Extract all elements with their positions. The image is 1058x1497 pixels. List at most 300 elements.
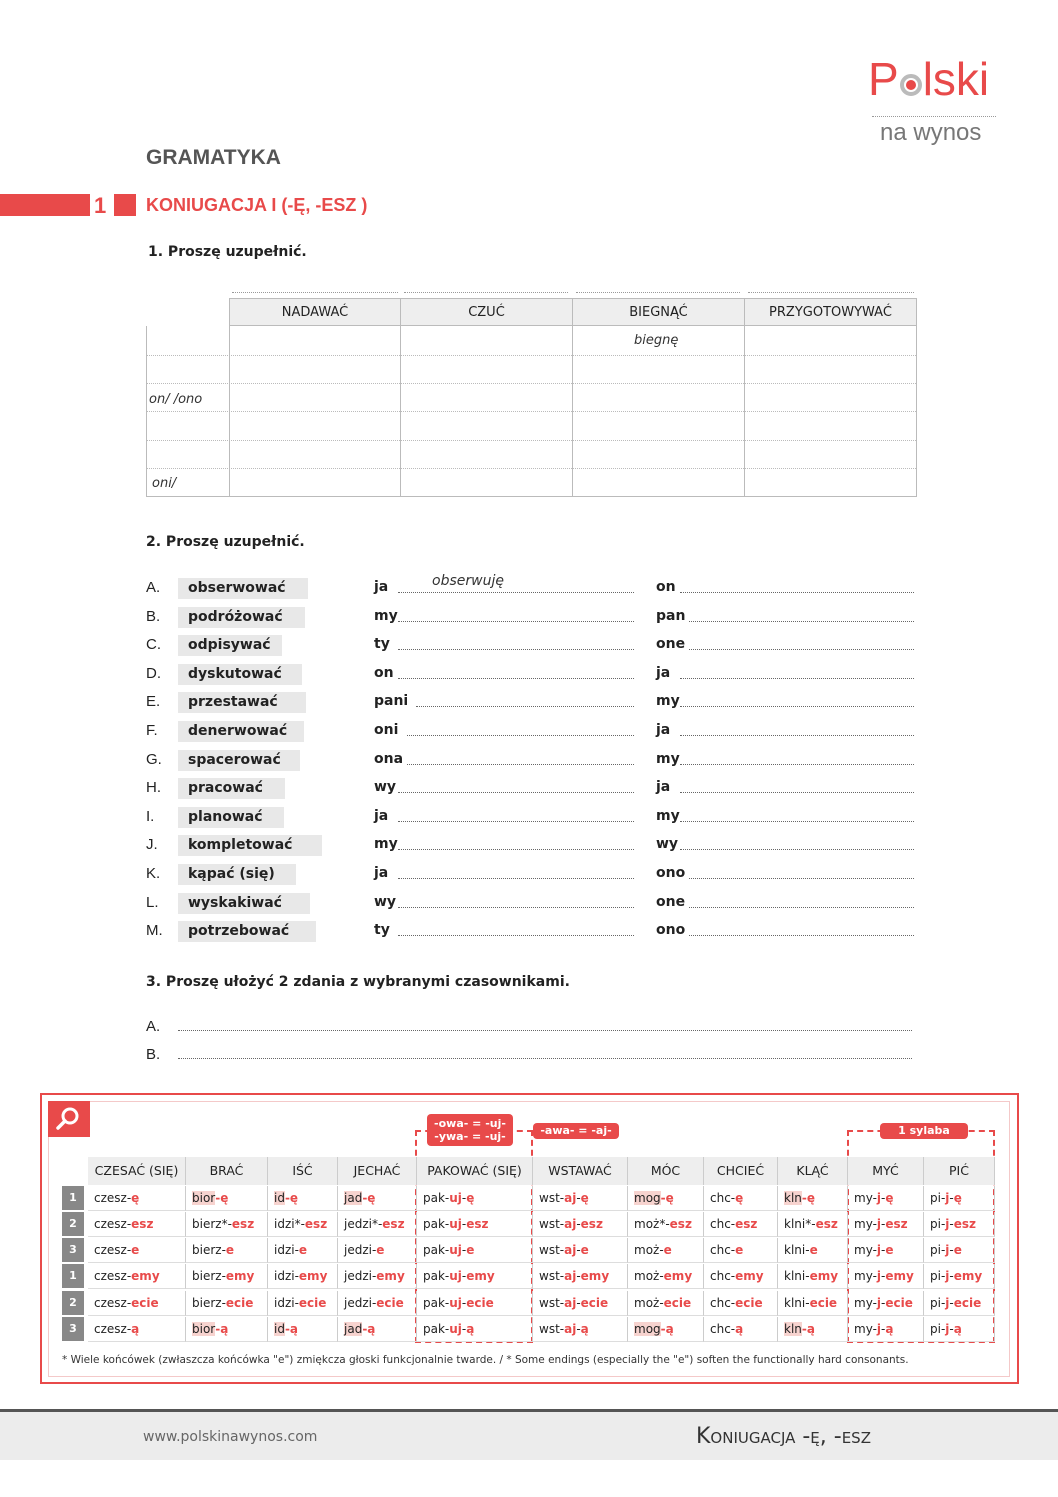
conjugation-ending: emy [953,1269,983,1283]
footer-title: Koniugacja -ę, -esz [696,1424,871,1449]
conjugation-stem: mog [634,1322,661,1336]
ex2-answer-line-2[interactable] [680,792,914,793]
conjugation-cell [848,1186,924,1211]
conjugation-ending: e [735,1243,744,1257]
conjugation-stem: pi-j- [930,1243,954,1257]
exercise-3-title: 3. Proszę ułożyć 2 zdania z wybranymi czasownikami. [146,974,570,990]
grammar-note-text: * Wiele końcówek (zwłaszcza końcówka "e") zmiękcza głoski funkcjonalnie twarde. / * Some endings (especially the "e") soften the functionally hard consonants. [62,1354,909,1366]
conjugation-stem: my-j- [854,1322,886,1336]
conjugation-cell [704,1186,778,1211]
conjugation-cell [628,1264,704,1289]
conjugation-cell [704,1238,778,1263]
ex2-verb: kompletować [178,835,322,856]
conjugation-stem: chc- [710,1217,736,1231]
conjugation-cell [338,1291,417,1316]
ex2-letter: A. [146,579,161,596]
conjugation-stem: chc- [710,1322,736,1336]
ex2-pronoun-1: oni [374,722,399,738]
conjugation-ending: ecie [131,1296,159,1310]
conjugation-cell [848,1238,924,1263]
conjugation-ending: ę [580,1191,589,1205]
conjugation-cell [778,1264,848,1289]
conjugation-cell [268,1264,338,1289]
conjugation-ending: emy [735,1269,764,1283]
conjugation-ending: e [225,1243,235,1257]
ex2-letter: B. [146,608,161,625]
ex2-verb: planować [178,807,284,828]
ex2-answer-line-1[interactable] [398,907,634,908]
conjugation-stem: idzi- [274,1296,299,1310]
conjugation-cell [533,1238,628,1263]
conjugation-ending: ecie [809,1296,838,1310]
conjugation-cell [338,1317,417,1342]
conjugation-ending: ą [735,1322,744,1336]
conjugation-cell [88,1238,186,1263]
conjugation-row-number: 3 [62,1317,84,1341]
table1-row-line [146,468,916,469]
conjugation-ending: ecie [225,1296,254,1310]
conjugation-ending: e [663,1243,672,1257]
ex2-answer-line-2[interactable] [680,706,914,707]
ex2-answer-line-2[interactable] [689,878,914,879]
conjugation-cell [628,1212,704,1237]
section-label: GRAMATYKA [146,146,281,169]
ex2-letter: K. [146,865,161,882]
conjugation-ending: emy [376,1269,405,1283]
conjugation-cell [88,1291,186,1316]
ex2-pronoun-2: wy [656,836,679,852]
logo [868,53,990,105]
conjugation-stem: wst-aj- [539,1217,581,1231]
conjugation-cell [778,1212,848,1237]
conjugation-cell [778,1291,848,1316]
conjugation-stem: pak-uj- [423,1269,467,1283]
conjugation-stem: pi-j- [930,1296,954,1310]
conjugation-stem: my-j- [854,1269,886,1283]
ex2-answer-line-1[interactable] [398,621,634,622]
conjugation-ending: ą [580,1322,589,1336]
conjugation-stem: wst-aj- [539,1191,581,1205]
logo-o-icon [900,74,922,96]
conjugation-stem: jedzi*- [344,1217,383,1231]
conjugation-stem: moż- [634,1269,664,1283]
section-number: 1 [94,193,107,218]
ex3-letter-b: B. [146,1046,161,1063]
ex2-answer-line-1[interactable] [416,706,634,707]
table1-col-przygotowywac: PRZYGOTOWYWAĆ [744,298,917,326]
conjugation-row-number: 2 [62,1212,84,1236]
ex2-answer-line-2[interactable] [689,935,914,936]
ex2-answer-line-1[interactable] [407,735,634,736]
conjugation-infix: j [945,1243,950,1257]
ex2-pronoun-1: ja [374,865,389,881]
conjugation-ending: esz [382,1217,405,1231]
ex2-letter: I. [146,808,155,825]
conjugation-cell [924,1264,995,1289]
conjugation-stem: my-j- [854,1296,886,1310]
ex2-answer-line-2[interactable] [680,764,914,765]
conjugation-ending: -ę [284,1191,299,1205]
conjugation-cell [417,1264,533,1289]
ex2-pronoun-2: my [656,808,680,824]
conjugation-col-header: KLĄĆ [778,1157,848,1185]
conjugation-stem: pi-j- [930,1269,954,1283]
ex2-pronoun-1: my [374,836,398,852]
ex2-answer-line-2[interactable] [680,821,914,822]
conjugation-ending: ecie [298,1296,327,1310]
ex2-letter: C. [146,636,161,653]
conjugation-col-header: CZESAĆ (SIĘ) [88,1157,186,1185]
ex2-answer-line-2[interactable] [689,907,914,908]
conjugation-stem: pak-uj- [423,1243,467,1257]
ex2-verb: spacerować [178,750,300,771]
conjugation-ending: esz [231,1217,255,1231]
ex2-answer-line-1[interactable] [398,592,634,593]
logo-divider [872,116,996,117]
conjugation-stem: klni*- [784,1217,816,1231]
conjugation-cell [88,1186,186,1211]
conjugation-infix: j [876,1296,882,1310]
conjugation-stem: czesz- [94,1322,132,1336]
ex3-answer-line-b[interactable] [178,1058,912,1059]
conjugation-stem: pak-uj- [423,1296,467,1310]
section-bar [0,194,90,216]
conjugation-cell [338,1264,417,1289]
logo-subtitle: na wynos [880,119,982,146]
header-dots-3 [576,292,740,293]
conjugation-stem: idzi- [274,1243,299,1257]
ex2-pronoun-1: wy [374,779,397,795]
conjugation-infix: aj [564,1296,577,1310]
conjugation-col-header: WSTAWAĆ [533,1157,628,1185]
header-dots-2 [404,292,568,293]
conjugation-stem: my-j- [854,1191,886,1205]
conjugation-stem: idzi- [274,1269,299,1283]
ex2-pronoun-1: ty [374,922,390,938]
conjugation-ending: e [466,1243,475,1257]
ex2-verb: obserwować [178,578,308,599]
conjugation-ending: ę [466,1191,475,1205]
conjugation-cell [533,1291,628,1316]
conjugation-cell [268,1291,338,1316]
conjugation-ending: -ą [362,1322,376,1336]
ex2-pronoun-2: ja [656,722,671,738]
table1-col-czuc: CZUĆ [400,298,573,326]
conjugation-cell [268,1317,338,1342]
conjugation-ending: esz [735,1217,758,1231]
conjugation-cell [88,1264,186,1289]
ex2-pronoun-2: pan [656,608,686,624]
conjugation-ending: emy [466,1269,495,1283]
table1-row-line [146,440,916,441]
ex2-answer-line-2[interactable] [680,849,914,850]
conjugation-ending: emy [885,1269,914,1283]
conjugation-col-header: CHCIEĆ [704,1157,778,1185]
conjugation-stem: my-j- [854,1243,886,1257]
ex2-answer-line-2[interactable] [689,649,914,650]
conjugation-stem: moż*- [634,1217,670,1231]
conjugation-ending: ecie [466,1296,494,1310]
conjugation-cell [338,1238,417,1263]
conjugation-infix: j [876,1243,882,1257]
conjugation-ending: -ę [660,1191,674,1205]
footer-url[interactable]: www.polskinawynos.com [143,1429,318,1445]
conjugation-infix: j [876,1322,882,1336]
conjugation-cell [268,1238,338,1263]
conjugation-stem: czesz- [94,1296,132,1310]
conjugation-ending: -ą [284,1322,299,1336]
ex2-pronoun-2: ono [656,865,686,881]
conjugation-stem: my-j- [854,1217,886,1231]
grammar-note [62,1354,909,1366]
conjugation-cell [628,1238,704,1263]
conjugation-stem: pi-j- [930,1217,954,1231]
conjugation-col-header: IŚĆ [268,1157,338,1185]
conjugation-stem: bierz*- [192,1217,232,1231]
conjugation-stem: kln [784,1191,802,1205]
conjugation-cell [417,1238,533,1263]
conjugation-stem: czesz- [94,1191,132,1205]
ex2-answer-line-1[interactable] [398,849,634,850]
conjugation-stem: klni- [784,1296,810,1310]
conjugation-cell [924,1238,995,1263]
conjugation-infix: aj [564,1217,577,1231]
conjugation-infix: j [945,1322,950,1336]
conjugation-cell [186,1186,268,1211]
ex2-answer-line-1[interactable] [398,935,634,936]
conjugation-cell [186,1238,268,1263]
conjugation-ending: ę [953,1191,962,1205]
conjugation-cell [88,1212,186,1237]
ex2-answer-line-1[interactable] [407,764,634,765]
conjugation-infix: j [945,1191,950,1205]
ex2-answer-line-2[interactable] [680,592,914,593]
conjugation-cell [628,1317,704,1342]
conjugation-ending: e [131,1243,140,1257]
pill-ywa: -ywa- = -uj- [434,1130,506,1143]
conjugation-stem: bierz- [192,1269,226,1283]
ex2-verb: kąpać (się) [178,864,296,885]
ex2-pronoun-1: ja [374,808,389,824]
conjugation-ending: ecie [885,1296,913,1310]
conjugation-col-header: MÓC [628,1157,704,1185]
conjugation-stem: klni- [784,1243,810,1257]
conjugation-ending: e [953,1243,962,1257]
conjugation-cell [924,1317,995,1342]
conjugation-stem: chc- [710,1243,736,1257]
conjugation-stem: moż- [634,1296,664,1310]
conjugation-ending: -ę [801,1191,816,1205]
conjugation-stem: czesz- [94,1269,132,1283]
conjugation-ending: ę [735,1191,744,1205]
conjugation-cell [778,1317,848,1342]
ex2-verb: dyskutować [178,664,302,685]
conjugation-cell [704,1264,778,1289]
conjugation-ending: esz [815,1217,838,1231]
conjugation-cell [533,1186,628,1211]
header-dots-4 [748,292,914,293]
conjugation-stem: wst-aj- [539,1296,581,1310]
conjugation-cell [417,1291,533,1316]
ex2-answer-line-2[interactable] [680,735,914,736]
ex2-verb: pracować [178,778,285,799]
conjugation-ending: -ę [362,1191,376,1205]
conjugation-stem: chc- [710,1296,736,1310]
ex3-answer-line-a[interactable] [178,1030,912,1031]
ex2-pronoun-2: one [656,636,686,652]
conjugation-ending: esz [953,1217,977,1231]
conjugation-ending: ę [131,1191,140,1205]
conjugation-infix: uj [449,1296,462,1310]
conjugation-cell [268,1186,338,1211]
conjugation-stem: pi-j- [930,1191,954,1205]
conjugation-stem: bierz- [192,1296,226,1310]
conjugation-cell [848,1317,924,1342]
conjugation-ending: e [885,1243,894,1257]
table1-row-line [146,411,916,412]
conjugation-stem: jedzi- [344,1269,377,1283]
conjugation-stem: kln [784,1322,802,1336]
conjugation-infix: aj [564,1191,577,1205]
conjugation-ending: emy [580,1269,610,1283]
conjugation-ending: esz [669,1217,692,1231]
conjugation-cell [186,1264,268,1289]
conjugation-cell [778,1186,848,1211]
conjugation-stem: bior [192,1322,216,1336]
conjugation-row-number: 3 [62,1238,84,1262]
conjugation-ending: emy [663,1269,693,1283]
magnifier-icon [56,1106,80,1130]
conjugation-ending: ę [885,1191,894,1205]
conjugation-stem: wst-aj- [539,1322,581,1336]
conjugation-ending: e [298,1243,308,1257]
conjugation-cell [186,1317,268,1342]
conjugation-cell [848,1291,924,1316]
conjugation-ending: e [580,1243,589,1257]
conjugation-infix: aj [564,1243,577,1257]
conjugation-cell [417,1212,533,1237]
conjugation-stem: pi-j- [930,1322,954,1336]
ex2-answer-line-1[interactable] [398,821,634,822]
conjugation-cell [88,1317,186,1342]
conjugation-ending: esz [580,1217,603,1231]
conjugation-cell [338,1186,417,1211]
conjugation-ending: ecie [735,1296,763,1310]
logo-p: P [868,53,899,105]
conjugation-cell [417,1186,533,1211]
ex2-verb: przestawać [178,692,306,713]
ex2-answer-line-1[interactable] [398,649,634,650]
conjugation-ending: esz [885,1217,908,1231]
row-label-on-ono: on/ /ono [149,392,203,407]
ex2-answer-line-2[interactable] [680,678,914,679]
conjugation-stem: moż- [634,1243,664,1257]
conjugation-ending: emy [298,1269,328,1283]
conjugation-stem: chc- [710,1269,736,1283]
conjugation-cell [848,1212,924,1237]
ex2-pronoun-2: ja [656,665,671,681]
conjugation-ending: emy [131,1269,160,1283]
pill-sylaba: 1 sylaba [880,1123,968,1139]
conjugation-cell [186,1212,268,1237]
ex2-pronoun-2: my [656,693,680,709]
handwritten-answer: biegnę [634,333,679,348]
ex2-verb: denerwować [178,721,304,742]
conjugation-cell [417,1317,533,1342]
ex2-pronoun-2: one [656,894,686,910]
ex2-pronoun-1: ona [374,751,404,767]
conjugation-ending: ą [953,1322,962,1336]
conjugation-ending: emy [225,1269,255,1283]
conjugation-row-number: 1 [62,1264,84,1288]
ex2-answer-line-1[interactable] [398,878,634,879]
ex2-letter: L. [146,894,159,911]
conjugation-stem: bierz- [192,1243,226,1257]
ex2-handwritten-answer: obserwuję [432,573,504,589]
conjugation-infix: j [876,1191,882,1205]
conjugation-stem: jad [344,1191,363,1205]
conjugation-cell [704,1317,778,1342]
ex3-letter-a: A. [146,1018,161,1035]
conjugation-ending: e [809,1243,818,1257]
conjugation-stem: chc- [710,1191,736,1205]
ex2-letter: M. [146,922,163,939]
conjugation-stem: bior [192,1191,216,1205]
conjugation-stem: pak-uj- [423,1322,467,1336]
conjugation-stem: pak-uj- [423,1191,467,1205]
conjugation-cell [628,1186,704,1211]
conjugation-col-header: MYĆ [848,1157,924,1185]
ex2-pronoun-2: ono [656,922,686,938]
ex2-answer-line-1[interactable] [398,678,634,679]
ex2-letter: J. [146,836,158,853]
conjugation-cell [924,1212,995,1237]
ex2-pronoun-1: ty [374,636,390,652]
table1-row-line [146,383,916,384]
conjugation-ending: ą [131,1322,140,1336]
logo-rest: lski [922,53,990,105]
ex2-pronoun-1: pani [374,693,409,709]
conjugation-cell [338,1212,417,1237]
conjugation-infix: aj [564,1322,577,1336]
conjugation-row-number: 2 [62,1291,84,1315]
table1-row-line [146,355,916,356]
conjugation-ending: esz [466,1217,489,1231]
conjugation-col-header: PIĆ [924,1157,995,1185]
conjugation-infix: j [876,1217,882,1231]
conjugation-col-header: JECHAĆ [338,1157,417,1185]
conjugation-infix: uj [449,1269,462,1283]
ex2-pronoun-1: ja [374,579,389,595]
conjugation-ending: ecie [953,1296,982,1310]
conjugation-stem: wst-aj- [539,1243,581,1257]
conjugation-stem: id [274,1191,285,1205]
ex2-answer-line-1[interactable] [398,792,634,793]
conjugation-cell [533,1264,628,1289]
conjugation-stem: klni- [784,1269,810,1283]
conjugation-cell [533,1212,628,1237]
table1-col-biegnac: BIEGNĄĆ [572,298,745,326]
ex2-letter: G. [146,751,162,768]
table1-col-nadawac: NADAWAĆ [229,298,401,326]
ex2-letter: D. [146,665,161,682]
conjugation-infix: uj [449,1322,462,1336]
conjugation-ending: ą [466,1322,475,1336]
section-title: KONIUGACJA I (-Ę, -ESZ ) [146,195,368,215]
ex2-answer-line-2[interactable] [689,621,914,622]
conjugation-infix: aj [564,1269,577,1283]
conjugation-infix: uj [449,1243,462,1257]
